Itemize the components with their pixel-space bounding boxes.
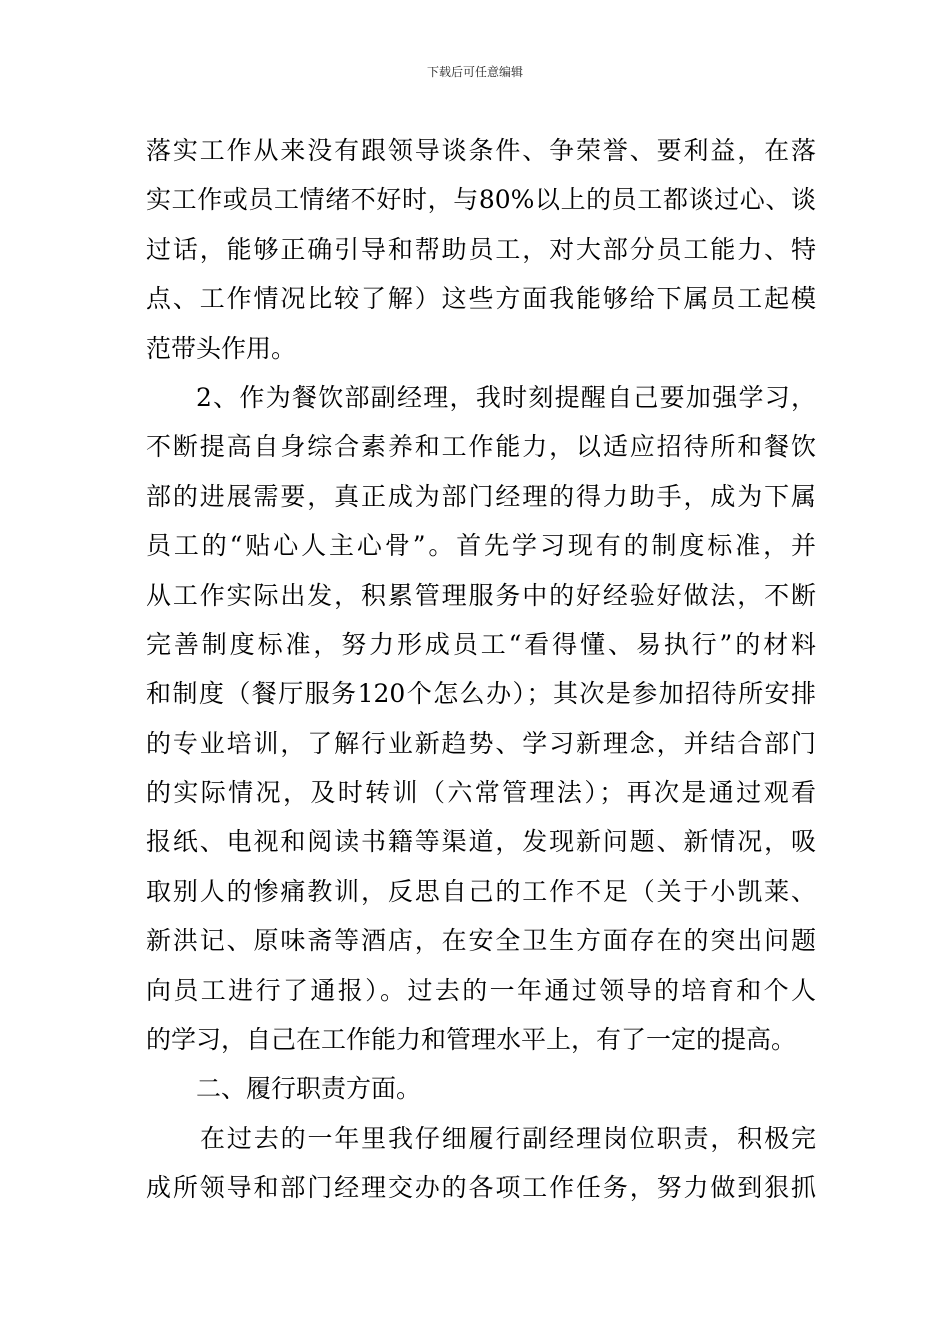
text-line: 报纸、电视和阅读书籍等渠道，发现新问题、新情况，吸 (146, 827, 816, 857)
paragraph-start-line: 2、作为餐饮部副经理，我时刻提醒自己要加强学习， (196, 382, 816, 412)
text-line: 完善制度标准，努力形成员工“看得懂、易执行”的材料 (146, 629, 816, 659)
text-line: 点、工作情况比较了解）这些方面我能够给下属员工起模 (146, 284, 816, 314)
text-line: 的专业培训，了解行业新趋势、学习新理念，并结合部门 (146, 728, 816, 758)
text-line: 不断提高自身综合素养和工作能力，以适应招待所和餐饮 (146, 432, 816, 462)
text-line: 成所领导和部门经理交办的各项工作任务，努力做到狠抓 (146, 1173, 816, 1203)
text-line: 落实工作从来没有跟领导谈条件、争荣誉、要利益，在落 (146, 136, 816, 165)
section-heading: 二、履行职责方面。 (196, 1074, 422, 1104)
text-line: 过话，能够正确引导和帮助员工，对大部分员工能力、特 (146, 234, 816, 264)
text-line: 部的进展需要，真正成为部门经理的得力助手，成为下属 (146, 481, 816, 511)
text-line: 的实际情况，及时转训（六常管理法）；再次是通过观看 (146, 778, 816, 808)
page-header-note: 下载后可任意编辑 (426, 65, 523, 79)
paragraph-start-line: 在过去的一年里我仔细履行副经理岗位职责，积极完 (200, 1123, 816, 1153)
text-line: 新洪记、原味斋等酒店，在安全卫生方面存在的突出问题 (146, 926, 816, 956)
document-body (146, 126, 816, 1213)
text-line: 向员工进行了通报）。过去的一年通过领导的培育和个人 (146, 975, 816, 1005)
text-line: 从工作实际出发，积累管理服务中的好经验好做法，不断 (146, 580, 816, 610)
text-line: 和制度（餐厅服务120个怎么办）；其次是参加招待所安排 (146, 679, 816, 709)
text-line: 员工的“贴心人主心骨”。首先学习现有的制度标准，并 (146, 531, 816, 561)
text-line: 取别人的惨痛教训，反思自己的工作不足（关于小凯莱、 (146, 876, 816, 906)
text-line: 实工作或员工情绪不好时，与80%以上的员工都谈过心、谈 (146, 185, 816, 215)
text-line: 的学习，自己在工作能力和管理水平上，有了一定的提高。 (146, 1025, 797, 1055)
text-line: 范带头作用。 (146, 333, 297, 363)
